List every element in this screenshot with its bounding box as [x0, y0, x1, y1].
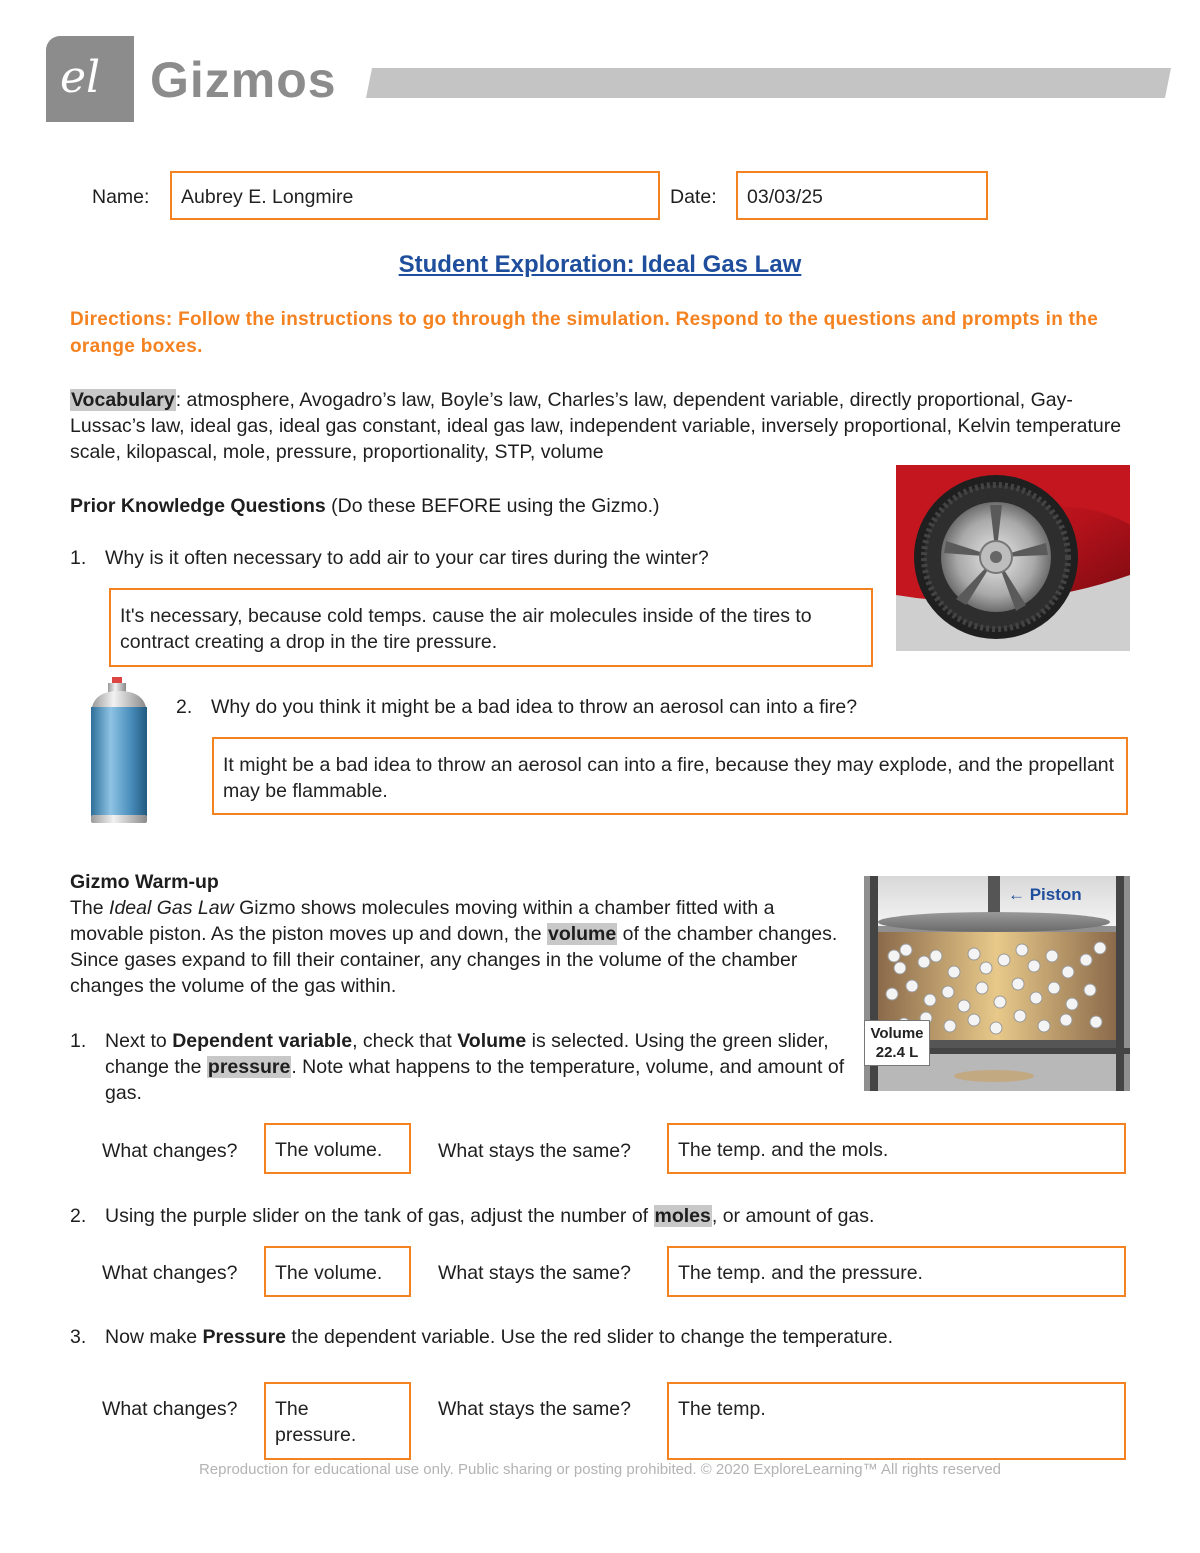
prior-knowledge-heading — [70, 493, 660, 519]
warmup-q1-same-box[interactable] — [667, 1123, 1126, 1174]
pk-q2-answer: It might be a bad idea to throw an aerosol can into a fire, because they may explode, and the propellant may be flammable. — [223, 754, 1115, 802]
aerosol-can-image — [88, 677, 150, 825]
warmup-intro-gizmo-name: Ideal Gas Law — [109, 897, 234, 919]
warmup-q3-same-value: The temp. — [678, 1398, 766, 1420]
pk-q1-answer-box[interactable] — [109, 588, 873, 667]
warmup-q3-changes-value: The pressure. — [275, 1398, 357, 1446]
logo-badge — [46, 36, 134, 122]
warmup-q3-changes-box[interactable] — [264, 1382, 411, 1460]
warmup-q3-text — [105, 1324, 1125, 1350]
warmup-q1-changes-box[interactable] — [264, 1123, 411, 1174]
car-tire-image — [896, 465, 1130, 651]
vocabulary-terms: : atmosphere, Avogadro’s law, Boyle’s law, Charles’s law, dependent variable, directly proportional, Gay-Lussac’s law, ideal gas, ideal gas constant, ideal gas law, independent variable, inversely proportional, Kelvin temperature scale, kilopascal, mole, pressure, proportionality, STP, volume — [70, 389, 1122, 463]
logo-mark: el — [60, 52, 101, 103]
warmup-q1-part-c: , check that — [352, 1030, 458, 1052]
warmup-q1-number: 1. — [70, 1030, 87, 1052]
warmup-q1-changes-value: The volume. — [275, 1139, 383, 1161]
warmup-q1-text — [105, 1028, 845, 1106]
warmup-q3-part-c: the dependent variable. Use the red slider to change the temperature. — [286, 1326, 894, 1348]
warmup-q2-same-value: The temp. and the pressure. — [678, 1262, 923, 1284]
vocabulary-block — [70, 387, 1140, 465]
warmup-q1-part-f: . Note what happens to the temperature, volume, and amount of gas. — [105, 1056, 845, 1104]
warmup-q1-same-label: What stays the same? — [438, 1140, 631, 1162]
date-label: Date: — [670, 186, 717, 208]
volume-readout-label: Volume — [870, 1025, 924, 1042]
warmup-intro — [70, 895, 850, 999]
warmup-q3-number: 3. — [70, 1326, 87, 1348]
date-field[interactable] — [736, 171, 988, 220]
name-field[interactable] — [170, 171, 660, 220]
warmup-q3-pressure: Pressure — [202, 1326, 287, 1348]
pk-q2-text: Why do you think it might be a bad idea to throw an aerosol can into a fire? — [211, 696, 858, 718]
warmup-q2-moles: moles — [654, 1205, 711, 1227]
piston-label: ← Piston — [1008, 885, 1082, 904]
warmup-intro-part3: of the chamber changes. Since gases expand to fill their container, any changes in the volume of the chamber changes the volume of the gas within. — [70, 923, 838, 997]
warmup-q1-pressure: pressure — [207, 1056, 291, 1078]
warmup-q2-number: 2. — [70, 1205, 87, 1227]
warmup-q1-part-e: is selected. Using the green slider, change the — [105, 1030, 829, 1078]
warmup-q2-same-box[interactable] — [667, 1246, 1126, 1297]
header-bar — [366, 68, 1171, 100]
date-value: 03/03/25 — [747, 186, 823, 208]
warmup-q1-volume: Volume — [457, 1030, 527, 1052]
volume-readout — [864, 1020, 930, 1066]
pk-q1-answer: It's necessary, because cold temps. cause the air molecules inside of the tires to contract creating a drop in the tire pressure. — [120, 605, 812, 653]
prior-knowledge-title: Prior Knowledge Questions — [70, 495, 326, 517]
directions-text: Directions: Follow the instructions to go through the simulation. Respond to the questions and prompts in the orange boxes. — [70, 309, 1099, 357]
warmup-q2-same-label: What stays the same? — [438, 1262, 631, 1284]
pk-q1-number: 1. — [70, 547, 87, 569]
warmup-q3-part-a: Now make — [105, 1326, 203, 1348]
warmup-q2-part-b: , or amount of gas. — [711, 1205, 875, 1227]
warmup-q3-same-label: What stays the same? — [438, 1398, 631, 1420]
name-value: Aubrey E. Longmire — [181, 186, 354, 208]
brand-name: Gizmos — [150, 52, 337, 108]
warmup-q3-changes-label: What changes? — [102, 1398, 238, 1420]
pk-q2-number: 2. — [176, 696, 193, 718]
warmup-q1-same-value: The temp. and the mols. — [678, 1139, 889, 1161]
warmup-q2-part-a: Using the purple slider on the tank of gas, adjust the number of — [105, 1205, 654, 1227]
warmup-q2-text — [105, 1203, 1125, 1229]
warmup-intro-part1: The — [70, 897, 110, 919]
gas-chamber-figure — [864, 876, 1130, 1091]
warmup-q1-changes-label: What changes? — [102, 1140, 238, 1162]
pk-q2-answer-box[interactable] — [212, 737, 1128, 815]
volume-readout-value: 22.4 L — [875, 1044, 919, 1061]
pk-q1-text: Why is it often necessary to add air to your car tires during the winter? — [105, 547, 709, 569]
warmup-intro-part2: Gizmo shows molecules moving within a chamber fitted with a movable piston. As the piston moves up and down, the — [70, 897, 775, 945]
prior-knowledge-note: (Do these BEFORE using the Gizmo.) — [325, 495, 660, 517]
footer-text: Reproduction for educational use only. Public sharing or posting prohibited. © 2020 ExploreLearning™ All rights reserved — [198, 1461, 1002, 1478]
page-title: Student Exploration: Ideal Gas Law — [398, 251, 802, 278]
warmup-intro-highlight: volume — [547, 923, 617, 945]
warmup-q1-part-a: Next to — [105, 1030, 173, 1052]
warmup-q1-dependent-variable: Dependent variable — [172, 1030, 353, 1052]
warmup-q2-changes-box[interactable] — [264, 1246, 411, 1297]
name-label: Name: — [92, 186, 150, 208]
warmup-heading: Gizmo Warm-up — [70, 871, 219, 893]
warmup-q3-same-box[interactable] — [667, 1382, 1126, 1460]
warmup-q2-changes-value: The volume. — [275, 1262, 383, 1284]
warmup-q2-changes-label: What changes? — [102, 1262, 238, 1284]
vocabulary-label: Vocabulary — [71, 389, 175, 411]
